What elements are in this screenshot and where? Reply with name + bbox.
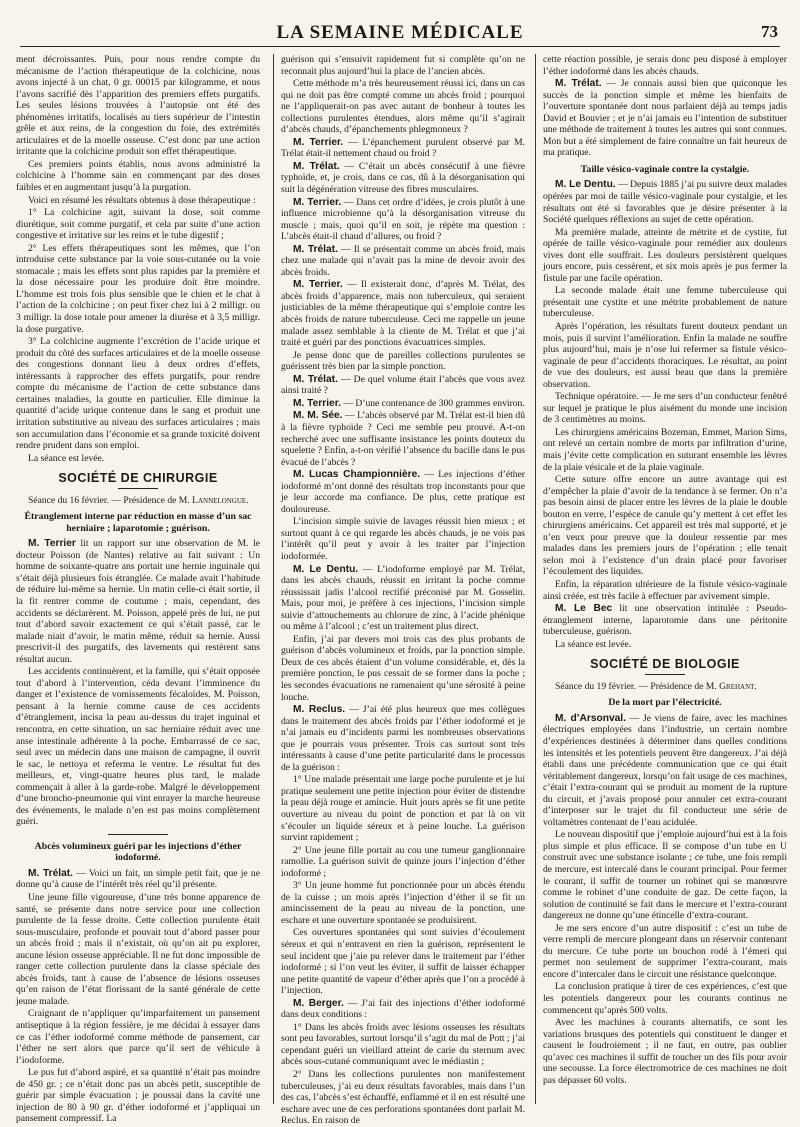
speaker-name: M. Terrier.	[293, 279, 343, 291]
session-line: Séance du 16 février. — Présidence de M. Lannelongue.	[28, 494, 249, 506]
speaker-name: M. Le Dentu.	[293, 563, 359, 575]
paragraph: M. Berger. — J’ai fait des injections d’éther iodoformé dans deux conditions :	[281, 997, 525, 1021]
speaker-name: M. Trélat.	[555, 78, 602, 90]
paragraph: 3° Un jeune homme fut ponctionnée pour un abcès étendu de la cuisse ; un mois après l’injection d’éther il se fit un amincissement de la peau au niveau de la ponction, une eschare et une ouverture spontanée se produisirent.	[281, 880, 525, 926]
paragraph: M. Trélat. — De quel volume était l’abcès que vous avez ainsi traité ?	[281, 373, 525, 397]
speaker-name: M. Le Bec	[555, 603, 613, 615]
page-number: 73	[761, 22, 778, 41]
paragraph: cette réaction possible, je serais donc peu disposé à employer l’éther iodoformé dans les abcès chauds.	[543, 54, 787, 77]
paragraph: Les chirurgiens américains Bozeman, Emmet, Marion Sims, ont relevé un certain nombre de morts par infiltration d’urine, mais j’évite cette complication en suturant ensemble les lèvres de la plaie vésicale et de la plaie vaginale.	[543, 426, 787, 473]
speaker-name: M. Trélat.	[293, 243, 338, 255]
paragraph: M. Terrier. — L’épanchement purulent observé par M. Trélat était-il nettement chaud ou froid ?	[281, 136, 526, 160]
article-title: Étranglement interne par réduction en masse d’un sac herniaire ; laparotomie ; guérison.	[24, 511, 252, 534]
paragraph: Ma première malade, atteinte de métrite et de cystite, fut opérée de taille vésico-vaginale pour remédier aux douleurs vives dont elle souffrait. Les douleurs persistèrent quelques jours encore, puis cessèrent, et six mois après je pus fermer la fistule par une facile opération.	[543, 226, 787, 284]
paragraph: 1° La colchicine agit, suivant la dose, soit comme diurétique, soit comme purgatif, et cela par suite d’une action congestive et irritative sur les reins et le tube digestif ;	[16, 207, 260, 242]
speaker-name: M. Terrier.	[293, 196, 342, 208]
column-1	[16, 54, 260, 1125]
paragraph: Enfin, la réparation ultérieure de la fistule vésico-vaginale ainsi créée, est très facile à effectuer par avivement simple.	[543, 579, 787, 602]
article-title: Abcès volumineux guéri par les injections d’éther iodoformé.	[34, 840, 242, 864]
section-heading: SOCIÉTÉ DE CHIRURGIE	[58, 471, 218, 486]
journal-title: LA SEMAINE MÉDICALE	[276, 22, 524, 43]
speaker-name: M. Reclus.	[293, 704, 346, 716]
article-title: De la mort par l’électricité.	[608, 697, 722, 709]
paragraph: M. Le Dentu. — L’iodoforme employé par M. Trélat, dans les abcès chauds, réussit en irritant la poche comme réussissait jadis l’alcool rectifié préconisé par M. Gosselin. Mais, pour moi, je préfère à ces injections, l’incision simple suivie d’attouchements au chlorure de zinc, à l’acide phénique ou même à l’alcool ; c’est un traitement plus direct.	[281, 563, 525, 633]
paragraph: M. Le Dentu. — Depuis 1885 j’ai pu suivre deux malades opérées par moi de taille vésico-vaginale pour cystalgie, et les résultats ont été si favorables que je désire présenter à la Société quelques réflexions au sujet de cette opération.	[543, 179, 787, 226]
paragraph: M. Terrier. — Il existerait donc, d’après M. Trélat, des abcès froids d’apparence, mais non tuberculeux, qui seraient justiciables de la même thérapeutique qui s’emploie contre les abcès froids de nature tuberculeuse. Ceci me rappelle un jeune malade assez semblable à la cliente de M. Trélat et que j’ai traité et guéri par des ponctions évacuatrices simples.	[281, 279, 526, 349]
section-heading: SOCIÉTÉ DE BIOLOGIE	[590, 657, 740, 672]
column-2	[281, 54, 526, 1127]
paragraph: Ces ouvertures spontanées qui sont suivies d’écoulement séreux et qui n’entravent en rien la guérison, représentent le seul incident que j’aie pu relever dans le traitement par l’éther iodoformé ; si l’on veut les éviter, il suffit de laisser échapper une petite quantité de vapeur d’éther après que l’on a procédé à l’injection.	[281, 927, 525, 997]
paragraph: M. Le Bec lit une observation intitulée : Pseudo-étranglement interne, laparotomie dans une péritonite tuberculeuse, guérison.	[543, 603, 788, 638]
paragraph: 2° Une jeune fille portait au cou une tumeur ganglionnaire ramollie. La guérison suivit de quinze jours l’injection d’éther iodoformé ;	[281, 844, 525, 879]
column-3	[543, 54, 787, 1104]
paragraph: guérison qui s’ensuivit rapidement fut si complète qu’on ne reconnait plus aujourd’hui la place de l’ancien abcès.	[281, 54, 525, 77]
paragraph: 2° Dans les collections purulentes non manifestement tuberculeuses, j’ai eu deux résultats favorables, mais dans l’un des cas, l’abcès s’est échauffé, enflammé et il en est résulté une eschare avec une de ces perforations spontanées dont parlait M. Reclus. En raison de	[281, 1069, 526, 1127]
closing-line: La séance est levée.	[555, 638, 632, 650]
article-title: Taille vésico-vaginale contre la cystalgie.	[580, 163, 750, 175]
paragraph: M. Trélat. — Voici un fait, un simple petit fait, que je ne donne qu’à cause de l’intérêt très réel qu’il présente.	[16, 867, 260, 891]
speaker-name: M. Berger.	[293, 997, 344, 1009]
paragraph: Je pense donc que de pareilles collections purulentes se guérissent très bien par la simple ponction.	[281, 349, 525, 373]
paragraph: 2° Les effets thérapeutiques sont les mêmes, que l’on introduise cette substance par la voie sous-cutanée ou la voie stomacale ; mais les effets sont plus rapides par la première et la dose nécessaire pour les produire doit être moindre. L’homme est trois fois plus sensible que le chien et le chat à l’action de la colchicine ; on peut fixer chez lui à 2 milligr. ou 3 milligr. la dose totale pour amener la diurèse et à 3,5 milligr. la dose purgative.	[16, 242, 260, 335]
session-line: Séance du 19 février. — Présidence de M. Grehant.	[555, 680, 757, 692]
paragraph: Craignant de n’appliquer qu’imparfaitement un pansement antiseptique à la région fessière, je me décidai à essayer dans ce cas l’éther iodoformé comme méthode de pansement, car l’éther ne sert alors que parce qu’il sert de véhicule à l’iodoforme.	[16, 1008, 260, 1066]
paragraph: M. d’Arsonval. — Je viens de faire, avec les machines électriques employées dans l’industrie, un certain nombre d’expériences destinées à déterminer dans quelles conditions les intensités et les potentiels peuvent être dangereux. J’ai déjà établi dans une précédente communication que ce qui était véritablement dangereux, lorsqu’on fait usage de ces machines, c’était l’extra-courant qui se produit au moment de la rupture du circuit, et j’avais proposé pour annuler cet extra-courant d’interposer sur le trajet du fil conducteur une série de voltamètres contenant de l’eau acidulée.	[543, 712, 787, 828]
closing-line: La séance est levée.	[28, 452, 105, 464]
speaker-name: M. Terrier.	[293, 136, 344, 148]
paragraph: Cette suture offre encore un autre avantage qui est d’empêcher la plaie d’avoir de la tendance à se fermer. On n’a pas besoin ainsi de placer entre les lèvres de la plaie le double bouton en verre, l’espèce de canule qu’y mettent à cet effet les chirurgiens américains. Cet appareil est très mal supporté, et je n’en veux pour preuve que la douleur ressentie par mes malades dans les premiers jours de l’opération ; elle tenait selon moi à l’existence d’un drain placé pour favoriser l’écoulement des liquides.	[543, 474, 787, 578]
paragraph: 3° La colchicine augmente l’excrétion de l’acide urique et produit du côté des surfaces articulaires et de la moelle osseuse des congestions donnant lieu à deux ordres d’effets, intéressants à rapprocher des effets purgatifs, pour rendre compte du mécanisme de l’action de cette substance dans certaines maladies, la goutte en particulier. Elle diminue la quantité d’acide urique contenue dans le sang et produit une irritation substitutive au niveau des surfaces articulaires ; mais son accumulation dans l’économie et sa grande toxicité doivent rendre prudent dans son emploi.	[16, 336, 260, 452]
paragraph: M. M. Sée. — L’abcès observé par M. Trélat est-il bien dû à la fièvre typhoïde ? Ceci me semble peu prouvé. A-t-on recherché avec une suffisante insistance les points douteux du squelette ? Enfin, a-t-on vérifié l’absence du bacille dans le pus évacué de l’abcès ?	[281, 410, 525, 468]
page-header	[20, 14, 780, 47]
speaker-name: M. Terrier.	[293, 397, 341, 409]
paragraph: Enfin, j’ai par devers moi trois cas des plus probants de guérison d’abcès volumineux et froids, par la ponction simple. Deux de ces abcès étaient d’un volume considérable, et, dès la première ponction, le pus cessait de se former dans la poche ; les secondes évacuations ne ramenaient qu’une sérosité à peine louche.	[281, 633, 525, 703]
speaker-name: M. M. Sée.	[293, 410, 343, 422]
speaker-name: M. d’Arsonval.	[555, 712, 626, 724]
paragraph: Voici en résumé les résultats obtenus à dose thérapeutique :	[28, 194, 256, 206]
column-divider	[273, 54, 274, 1104]
paragraph: Le pus fut d’abord aspiré, et sa quantité n’était pas moindre de 450 gr. ; ce n’était donc pas un abcès petit, susceptible de guérir par simple évacuation ; je poussai dans la cavité une injection de 80 à 90 gr. d’éther iodoformé et j’appliquai un pansement compressif. La	[16, 1067, 260, 1125]
speaker-name: M. Trélat.	[28, 867, 73, 879]
paragraph: M. Trélat. — Il se présentait comme un abcès froid, mais chez une malade qui n’avait pas la mine de devoir avoir des abcès froids.	[281, 243, 525, 278]
speaker-name: M. Lucas Championnière.	[293, 469, 421, 481]
paragraph: M. Terrier lit un rapport sur une observation de M. le docteur Poisson (de Nantes) relative au fait suivant : Un homme de soixante-quatre ans portait une hernie inguinale qui s’était déjà plusieurs fois étranglée. Ce malade avait l’habitude de réduire lui-même sa hernie. Un matin celle-ci était sortie, il la fit rentrer comme de coutume ; mais, cependant, des accidents se déclarèrent. M. Poisson, appelé près de lui, ne put tout d’abord savoir exactement ce qui s’était passé, car le malade niait d’avoir, le matin même, réduit sa hernie. Aussi prescrivit-il des purgatifs, des lavements qui restèrent sans résultat aucun.	[16, 538, 260, 665]
paragraph: M. Lucas Championnière. — Les injections d’éther iodoformé m’ont donné des résultats trop inconstants pour que je leur accorde ma confiance. De plus, cette pratique est douloureuse.	[281, 469, 526, 515]
paragraph: Avec les machines à courants alternatifs, ce sont les variations brusques des potentiels qui constituent le danger et causent le foudroiement ; il ne faut, en outre, pas oublier qu’avec ces machines il suffit de toucher un des fils pour avoir une secousse. La force électromotrice de ces machines ne doit pas dépasser 60 volts.	[543, 1017, 787, 1086]
paragraph: Les accidents continuèrent, et la famille, qui s’était opposée tout d’abord à l’intervention, céda devant l’imminence du danger et l’existence de vomissements fécaloïdes. M. Poisson, pensant à la hernie comme cause de ces accidents d’étranglement, incisa la peau au-dessus du trajet inguinal et rencontra, en cette situation, un sac herniaire réduit avec une anse intestinale adhérente à la poche. Embarrassé de ce sac, seul avec un médecin dans une maison de campagne, il ouvrit le sac, le nettoya et referma le ventre. Le résultat fut des meilleurs, et, vingt-quatre heures plus tard, le malade commençait à aller à la garde-robe. Malgré le développement d’une broncho-pneumonie qui vint enrayer la marche heureuse des événements, le malade n’en est pas moins complètement guéri.	[16, 666, 260, 828]
paragraph: Ces premiers points établis, nous avons administré la colchicine à l’homme sain en commençant par des doses faibles et en augmentant jusqu’à la purgation.	[16, 158, 260, 194]
paragraph: M. Terrier. — Dans cet ordre d’idées, je crois plutôt à une influence microbienne qu’à la désorganisation vitreuse du muscle ; mais, quoi qu’il en soit, je répète ma question : L’abcès était-il chaud d’allures, ou froid ?	[281, 196, 526, 243]
paragraph: Une jeune fille vigoureuse, d’une très bonne apparence de santé, se présente dans notre service pour une collection purulente de la fesse droite. Cette collection purulente était sous-musculaire, profonde et pouvait tout d’abord passer pour un abcès froid ; mais il n’existait, où qu’on ait pu explorer, aucune lésion osseuse appréciable. Il ne fut donc impossible de ranger cette collection purulente dans la classe spéciale des abcès froids, tant à cause de l’absence de lésions osseuses qu’en raison de l’état florissant de la santé générale de cette jeune malade.	[16, 892, 260, 1007]
paragraph: ment décroissantes. Puis, pour nous rendre compte du mécanisme de l’action thérapeutique de la colchicine, nous avons injecté à un chat, 0 gr. 00015 par kilogramme, et nous l’avons sacrifié dès l’apparition des premiers effets purgatifs. Les seules lésions trouvées à l’autopsie ont été des phénomènes irritatifs, localisés au tiers supérieur de l’intestin grêle et aux reins, de la congestion du foie, des extrémités articulaires et de la moelle osseuse. C’est donc par une action irritante que la colchicine produit son effet thérapeutique.	[16, 54, 260, 158]
column-divider	[535, 54, 536, 1104]
divider	[645, 674, 685, 675]
paragraph: Cette méthode m’a très heureusement réussi ici, dans un cas qui ne doit pas être compté comme un abcès froid ; pourquoi ne l’appliquerait-on pas avec autant de bonheur à toutes les collections purulentes étendues, alors même qu’il s’agirait d’abcès chauds, d’épanchements phlegmoneux ?	[281, 78, 525, 136]
paragraph: La conclusion pratique à tirer de ces expériences, c’est que les potentiels dangereux pour les courants continus ne commencent qu’après 500 volts.	[543, 981, 787, 1016]
paragraph: Technique opératoire. — Je me sers d’un conducteur fenêtré sur lequel je pratique le plus aisément du monde une incision de 3 centimètres au moins.	[543, 391, 787, 426]
paragraph: La seconde malade était une femme tuberculeuse qui présentait une cystite et une métrite probablement de nature tuberculeuse.	[543, 285, 787, 320]
speaker-name: M. Terrier	[28, 538, 76, 550]
paragraph: M. Trélat. — Je connais aussi bien que quiconque les succès de la ponction simple et même les bienfaits de l’ouverture spontanée dont nous parlaient déjà au temps jadis David et Bouvier ; et je n’ai jamais eu l’intention de substituer une méthode de traitement à toutes les autres qui sont connues. Mon but a été simplement de faire connaître un fait heureux de ma pratique.	[543, 78, 787, 159]
paragraph: Après l’opération, les résultats furent douteux pendant un mois, puis il survint l’amélioration. Enfin la malade ne souffre plus aujourd’hui, mais je n’ose lui refermer sa fistule vésico-vaginale de peur d’accidents thoraciques. Le résultat, au point de vue des douleurs, est aussi beau que dans la première observation.	[543, 320, 787, 390]
paragraph: L’incision simple suivie de lavages réussit bien mieux ; et surtout quant à ce qui regarde les abcès chauds, je ne vois pas l’intérêt qu’il peut y avoir à les traiter par l’injection iodoformée.	[281, 516, 525, 562]
paragraph: M. Trélat. — C’était un abcès consécutif à une fièvre typhoïde, et, je crois, dans ce cas, dû à la désorganisation qui suit la dégénération vitreuse des fibres musculaires.	[281, 160, 525, 196]
speaker-name: M. Trélat.	[293, 160, 340, 172]
divider	[108, 834, 168, 835]
paragraph: M. Reclus. — J’ai été plus heureux que mes collègues dans le traitement des abcès froids par l’éther iodoformé et je n’ai jamais eu d’incidents parmi les nombreuses observations que je pourrais vous présenter. Trois cas surtout sont très intéressants à cause d’une petite particularité dans le processus de la guérison :	[281, 704, 525, 773]
paragraph: 1° Dans les abcès froids avec lésions osseuses les résultats sont peu favorables, surtout lorsqu’il s’agit du mal de Pott ; j’ai cependant guéri un vieillard atteint de carie du sternum avec abcès sous-cutané communiquant avec le médiastin ;	[281, 1021, 525, 1068]
paragraph: M. Terrier. — D’une contenance de 300 grammes environ.	[293, 397, 525, 409]
divider	[118, 488, 158, 489]
speaker-name: M. Le Dentu.	[555, 179, 616, 191]
paragraph: Le nouveau dispositif que j’emploie aujourd’hui est à la fois plus simple et plus efficace. Il se compose d’un tube en U construit avec une substance isolante ; ce tube, une fois rempli de mercure, est intercalé dans le courant principal. Pour fermer le courant, il suffit de tourner un robinet qui se manœuvre comme le robinet d’une conduite de gaz. De cette façon, la solution de continuité se fait dans le mercure et l’extra-courant dangereux ne donne qu’une étincelle d’extra-courant.	[543, 829, 787, 922]
speaker-name: M. Trélat.	[293, 373, 338, 385]
paragraph: 1° Une malade présentait une large poche purulente et je lui pratique seulement une petite injection pour éviter de distendre la peau déjà rouge et amincie. Huit jours après se fit une petite ouverture au niveau du point de ponction et par là on vit s’écouler un liquide séreux et à peine louche. La guérison survint rapidement ;	[281, 774, 525, 844]
paragraph: Je me sers encore d’un autre dispositif : c’est un tube de verre rempli de mercure plongeant dans un réservoir contenant du mercure. Ce tube porte un bouchon rodé à l’émeri qui permet non seulement de supprimer l’extra-courant, mais encore d’intercaler dans le circuit une résistance quelconque.	[543, 922, 787, 980]
